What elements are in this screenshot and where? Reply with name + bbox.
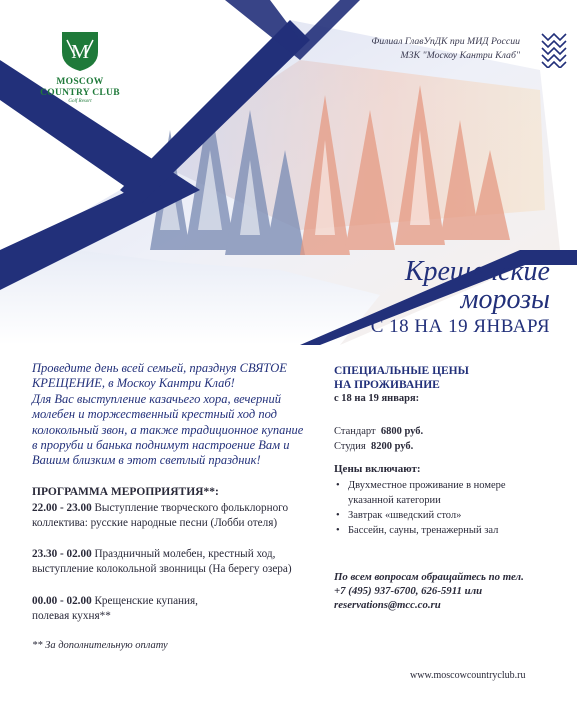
price-row (334, 439, 423, 454)
program-text: коллектива: русские народные песни (Лобби отеля) (32, 517, 278, 529)
contact-phone[interactable]: +7 (495) 937-6700, 626-5911 или (334, 585, 483, 597)
program-text: Крещенские купания, (91, 595, 198, 607)
website-link[interactable]: www.moscowcountryclub.ru (410, 670, 526, 681)
contact-line-1: По всем вопросам обращайтесь по тел. (334, 571, 524, 583)
includes-item: • Двухместное проживание в номере указанной категории (348, 478, 506, 508)
logo-line-1: MOSCOW (56, 77, 104, 87)
price-value: 8200 руб. (370, 441, 414, 452)
includes-heading: Цены включают: (334, 463, 421, 475)
special-date: с 18 на 19 января: (334, 393, 420, 404)
price-value: 6800 руб. (380, 426, 424, 437)
intro-line: Проведите день всей семьей, празднуя СВЯТОЕ (32, 361, 287, 375)
branch-info (300, 35, 520, 63)
program-item (32, 547, 312, 577)
program-text: Праздничный молебен, крестный ход, (91, 548, 276, 560)
logo-line-2: COUNTRY CLUB (40, 88, 120, 98)
event-title (340, 258, 550, 340)
branch-line-1: Филиал ГлавУпДК при МИД России (371, 36, 520, 47)
title-line-1: Крещенские (404, 256, 550, 287)
price-row (334, 424, 423, 439)
special-line-2: НА ПРОЖИВАНИЕ (334, 379, 440, 391)
price-list (334, 424, 423, 454)
contact-info (334, 570, 524, 612)
program-text: выступление колокольной звонницы (На берегу озера) (32, 563, 292, 575)
intro-line: колокольный звон, а также традиционное купание (32, 422, 304, 437)
includes-item: • Завтрак «шведский стол» (348, 508, 506, 523)
intro-line: молебен и торжественный крестный ход под (32, 407, 277, 422)
special-prices-heading (334, 364, 469, 406)
program-time: 00.00 - 02.00 (32, 595, 92, 607)
price-label: Студия (334, 441, 366, 452)
wave-pattern-icon (540, 30, 568, 68)
special-line-1: СПЕЦИАЛЬНЫЕ ЦЕНЫ (334, 365, 469, 377)
branch-line-2: МЗК "Москоу Кантри Клаб" (400, 50, 520, 61)
title-dates: С 18 НА 19 ЯНВАРЯ (370, 316, 550, 337)
program-time: 23.30 - 02.00 (32, 548, 92, 560)
footnote: ** За дополнительную оплату (32, 640, 168, 651)
contact-email[interactable]: reservations@mcc.co.ru (334, 599, 441, 611)
program-text: Выступление творческого фольклорного (91, 502, 289, 514)
logo-line-3: Golf Resort (68, 99, 92, 104)
intro-line: в проруби и банька поднимут настроение Вам и (32, 438, 290, 453)
intro-line: Для Вас выступление казачьего хора, вечерний (32, 391, 281, 406)
program-item (32, 501, 312, 531)
crest-icon (57, 28, 103, 72)
intro-line: Вашим близким в этот светлый праздник! (32, 453, 261, 468)
program-heading: ПРОГРАММА МЕРОПРИЯТИЯ**: (32, 486, 219, 498)
club-logo (40, 28, 120, 104)
program-item (32, 594, 312, 624)
crest-monogram: M (71, 41, 89, 63)
intro-line: КРЕЩЕНИЕ, в Москоу Кантри Клаб! (32, 376, 235, 391)
price-includes (334, 463, 506, 538)
intro-paragraph (32, 361, 310, 469)
program-text: полевая кухня** (32, 610, 111, 622)
price-label: Стандарт (334, 426, 376, 437)
title-line-2: морозы (460, 284, 550, 315)
includes-item: • Бассейн, сауны, тренажерный зал (348, 523, 506, 538)
program-time: 22.00 - 23.00 (32, 502, 92, 514)
